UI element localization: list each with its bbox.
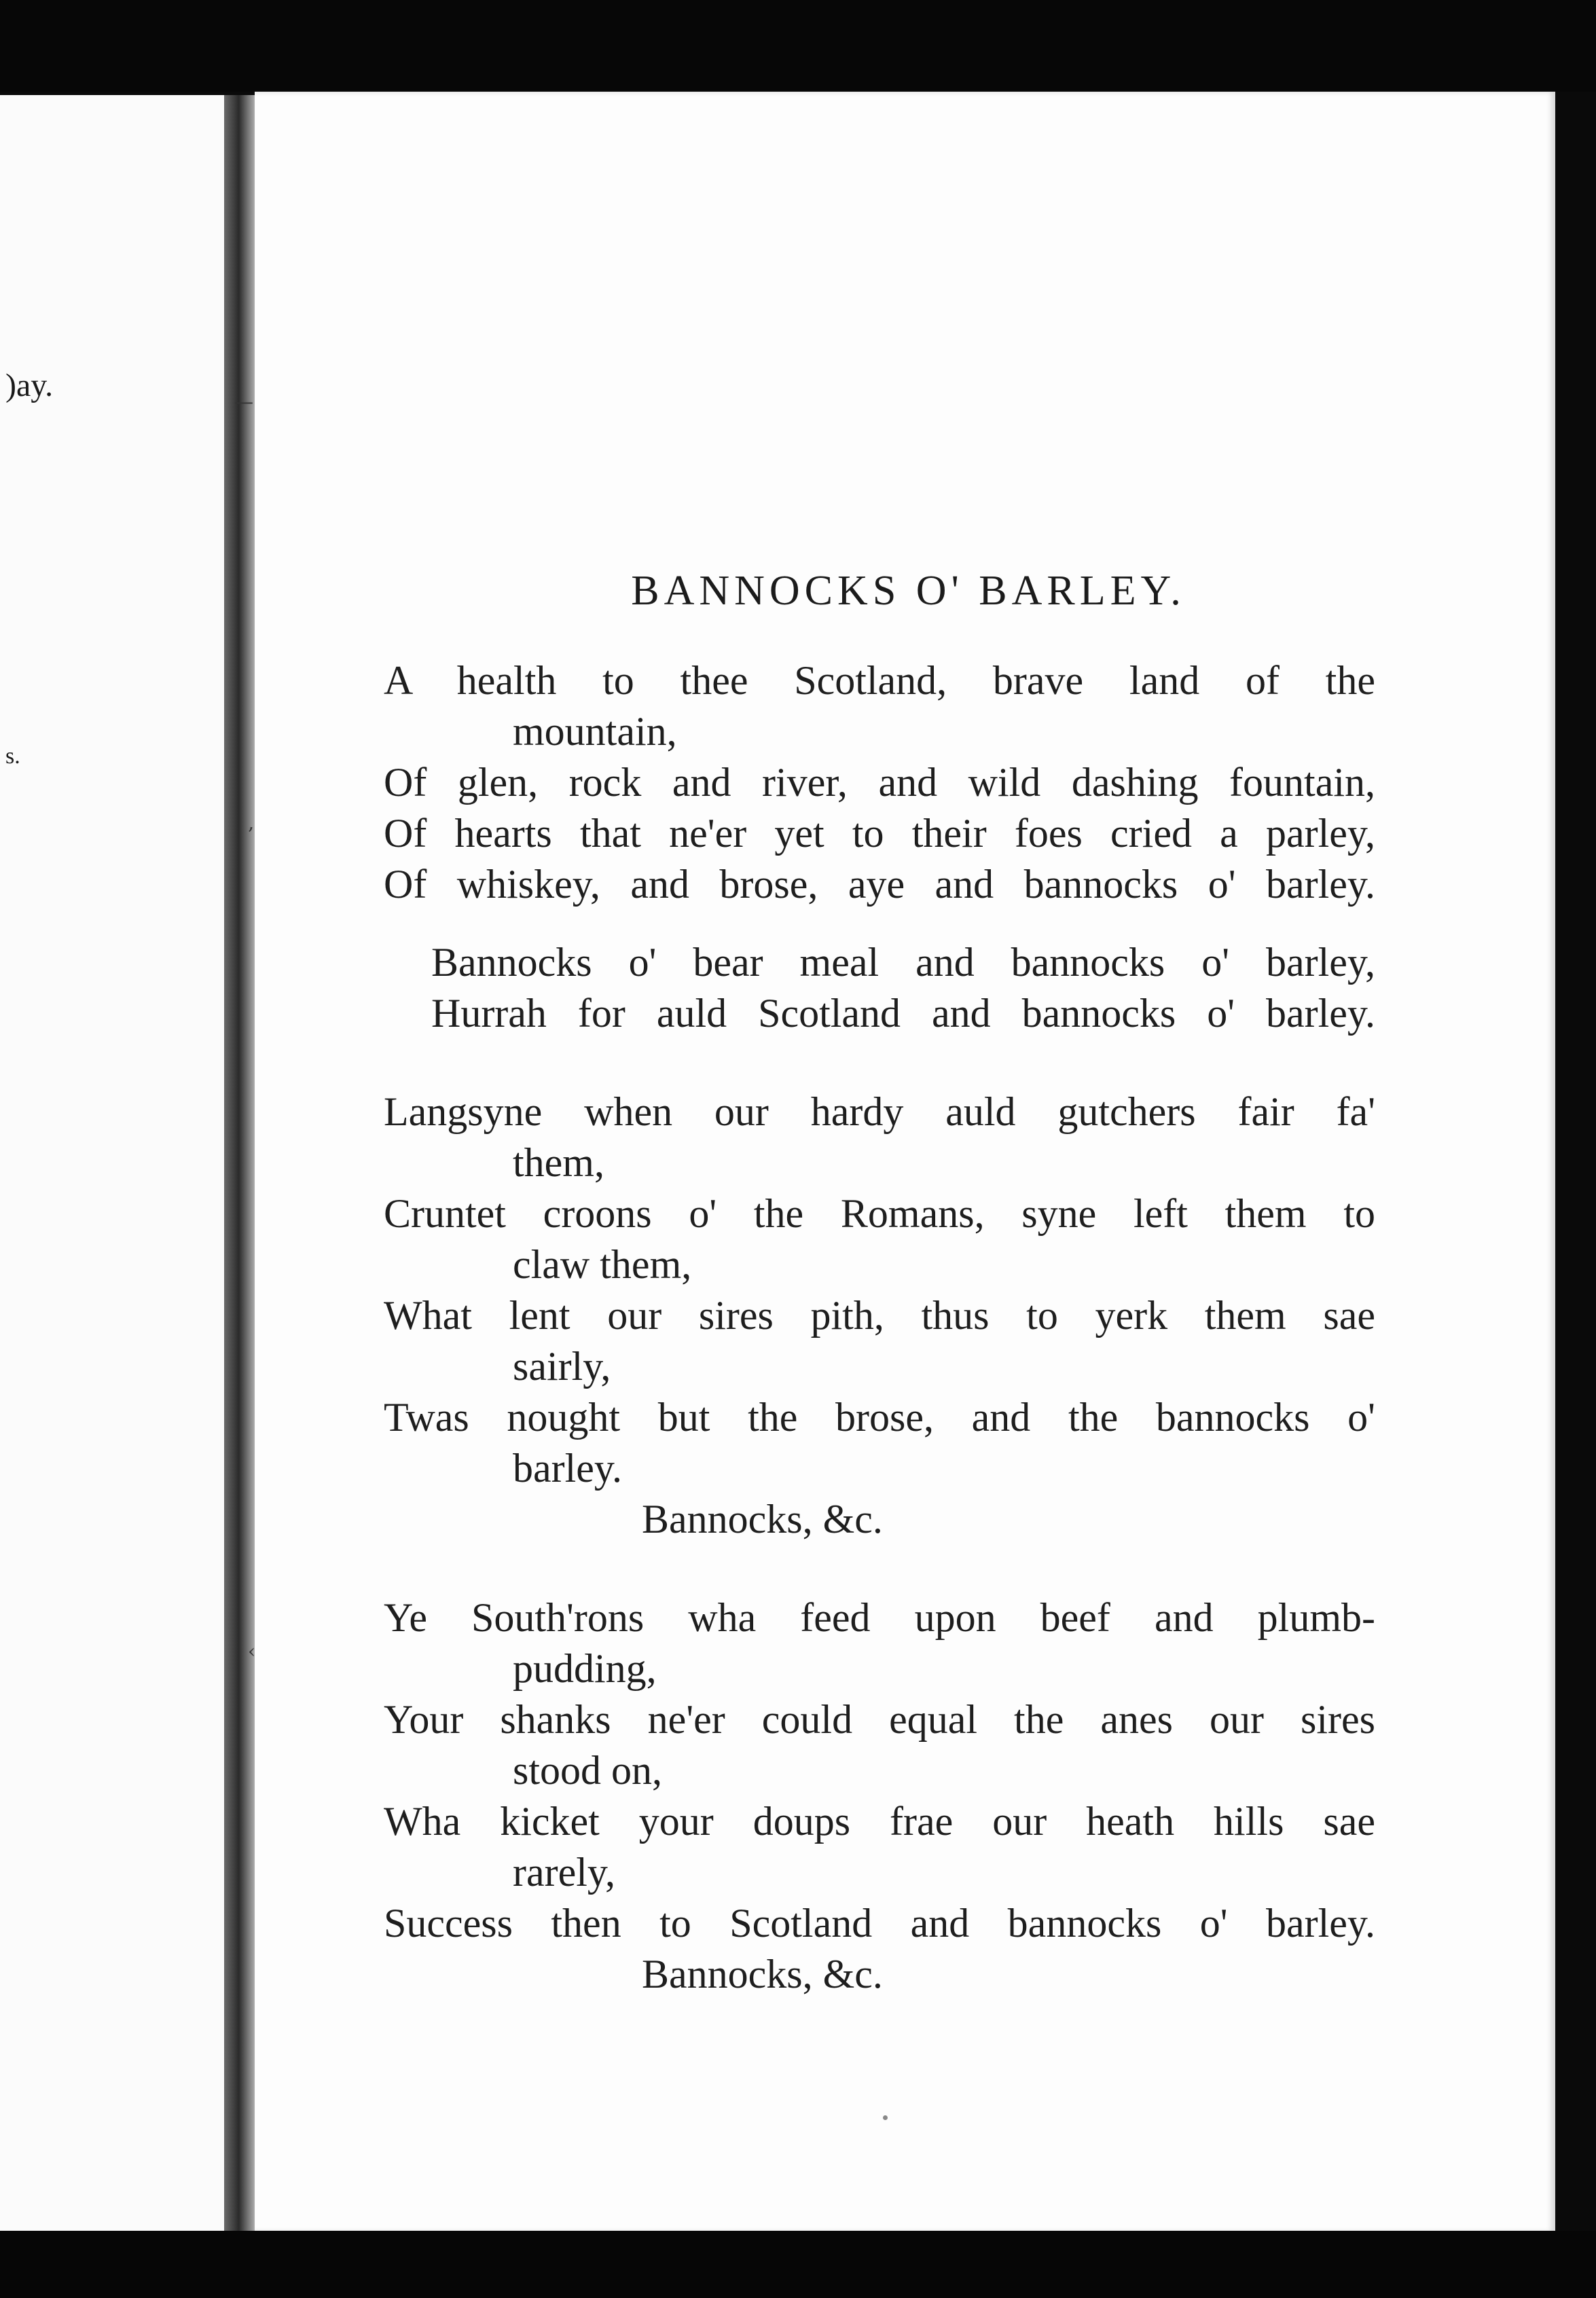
poem-title: BANNOCKS O' BARLEY.: [631, 568, 1186, 614]
verse-line-continuation: claw them,: [513, 1242, 692, 1287]
scan-bottom-border: [0, 2231, 1596, 2298]
verse-line-continuation: sairly,: [513, 1344, 611, 1389]
book-gutter: [224, 95, 257, 2234]
chorus: [384, 937, 1375, 1039]
verse-line: Langsyne when our hardy auld gutchers fair fa': [384, 1089, 1375, 1134]
facing-page-fragment: s.: [5, 744, 20, 769]
stanza-3: [384, 1592, 1375, 2000]
stanza-2: [384, 1087, 1375, 1545]
scan-top-border: [0, 0, 1596, 92]
chorus-line: Bannocks o' bear meal and bannocks o' barley,: [431, 940, 1375, 985]
facing-page: [0, 95, 224, 2234]
verse-line-continuation: barley.: [513, 1446, 623, 1491]
verse-line: A health to thee Scotland, brave land of the: [384, 658, 1375, 703]
verse-line-continuation: pudding,: [513, 1646, 657, 1691]
verse-line-continuation: stood on,: [513, 1748, 663, 1793]
margin-mark: ‚: [248, 811, 254, 834]
verse-line: Twas nought but the brose, and the bannocks o': [384, 1395, 1375, 1440]
refrain: Bannocks, &c.: [642, 1952, 883, 1996]
margin-mark: ‹: [248, 1640, 256, 1662]
verse-line: Ye South'rons wha feed upon beef and plumb-: [384, 1595, 1375, 1640]
facing-page-fragment: )ay.: [5, 367, 54, 403]
verse-line: Cruntet croons o' the Romans, syne left them to: [384, 1191, 1375, 1236]
verse-line: Success then to Scotland and bannocks o' barley.: [384, 1901, 1375, 1946]
margin-mark: —: [234, 390, 253, 413]
verse-line-continuation: mountain,: [513, 709, 677, 754]
verse-line: Of glen, rock and river, and wild dashing fountain,: [384, 760, 1375, 805]
verse-line: What lent our sires pith, thus to yerk them sae: [384, 1293, 1375, 1338]
verse-line-continuation: rarely,: [513, 1850, 615, 1895]
verse-line: Wha kicket your doups frae our heath hills sae: [384, 1799, 1375, 1844]
refrain: Bannocks, &c.: [642, 1497, 883, 1542]
book-page: [234, 92, 1555, 2232]
verse-line: Your shanks ne'er could equal the anes our sires: [384, 1697, 1375, 1742]
verse-line-continuation: them,: [513, 1140, 604, 1185]
stanza-1: [384, 655, 1375, 910]
poem-body: [384, 655, 1375, 2027]
page-speck: [883, 2115, 888, 2120]
chorus-line: Hurrah for auld Scotland and bannocks o' barley.: [431, 991, 1375, 1036]
verse-line: Of hearts that ne'er yet to their foes cried a parley,: [384, 811, 1375, 856]
verse-line: Of whiskey, and brose, aye and bannocks o' barley.: [384, 862, 1375, 907]
